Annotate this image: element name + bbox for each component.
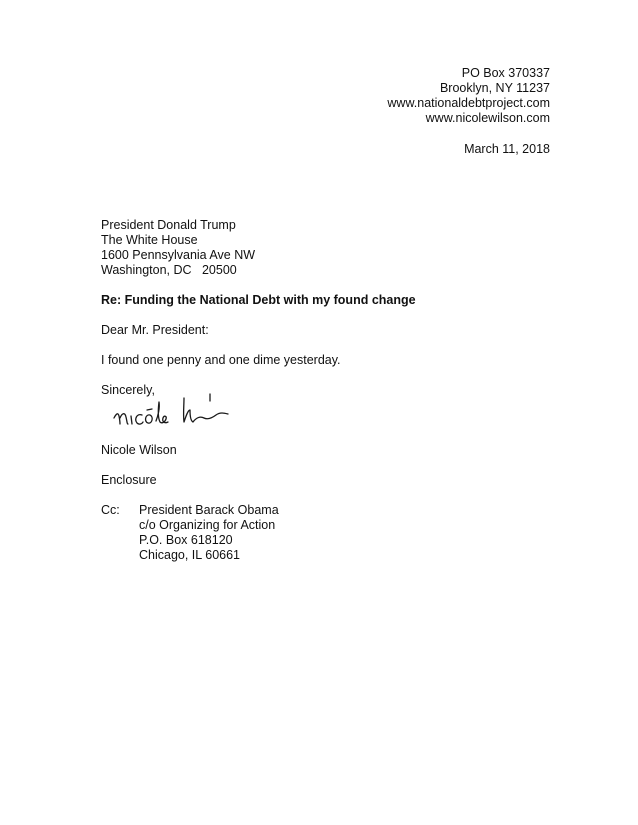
cc-city-state-zip: Chicago, IL 60661 — [139, 548, 241, 562]
sender-website-1: www.nationaldebtproject.com — [387, 96, 550, 110]
cc-care-of: c/o Organizing for Action — [139, 518, 276, 532]
sender-po-box: PO Box 370337 — [461, 66, 550, 80]
salutation: Dear Mr. President: — [101, 323, 209, 337]
letter-body: I found one penny and one dime yesterday. — [101, 353, 341, 367]
recipient-address-block — [101, 218, 255, 278]
cc-po-box: P.O. Box 618120 — [139, 533, 233, 547]
handwritten-signature — [112, 388, 252, 438]
sender-website-2: www.nicolewilson.com — [425, 111, 550, 125]
enclosure-note: Enclosure — [101, 473, 157, 487]
recipient-city-state-zip: Washington, DC 20500 — [101, 263, 237, 277]
signer-name: Nicole Wilson — [101, 443, 177, 457]
cc-label: Cc: — [101, 503, 120, 517]
recipient-organization: The White House — [101, 233, 198, 247]
cc-address-block — [139, 503, 279, 563]
subject-line: Re: Funding the National Debt with my found change — [101, 293, 416, 307]
sender-address-block — [387, 66, 550, 126]
recipient-name: President Donald Trump — [101, 218, 236, 232]
letter-date: March 11, 2018 — [464, 142, 550, 156]
closing: Sincerely, — [101, 383, 155, 397]
recipient-street: 1600 Pennsylvania Ave NW — [101, 248, 256, 262]
sender-city-state: Brooklyn, NY 11237 — [439, 81, 550, 95]
cc-name: President Barack Obama — [139, 503, 279, 517]
